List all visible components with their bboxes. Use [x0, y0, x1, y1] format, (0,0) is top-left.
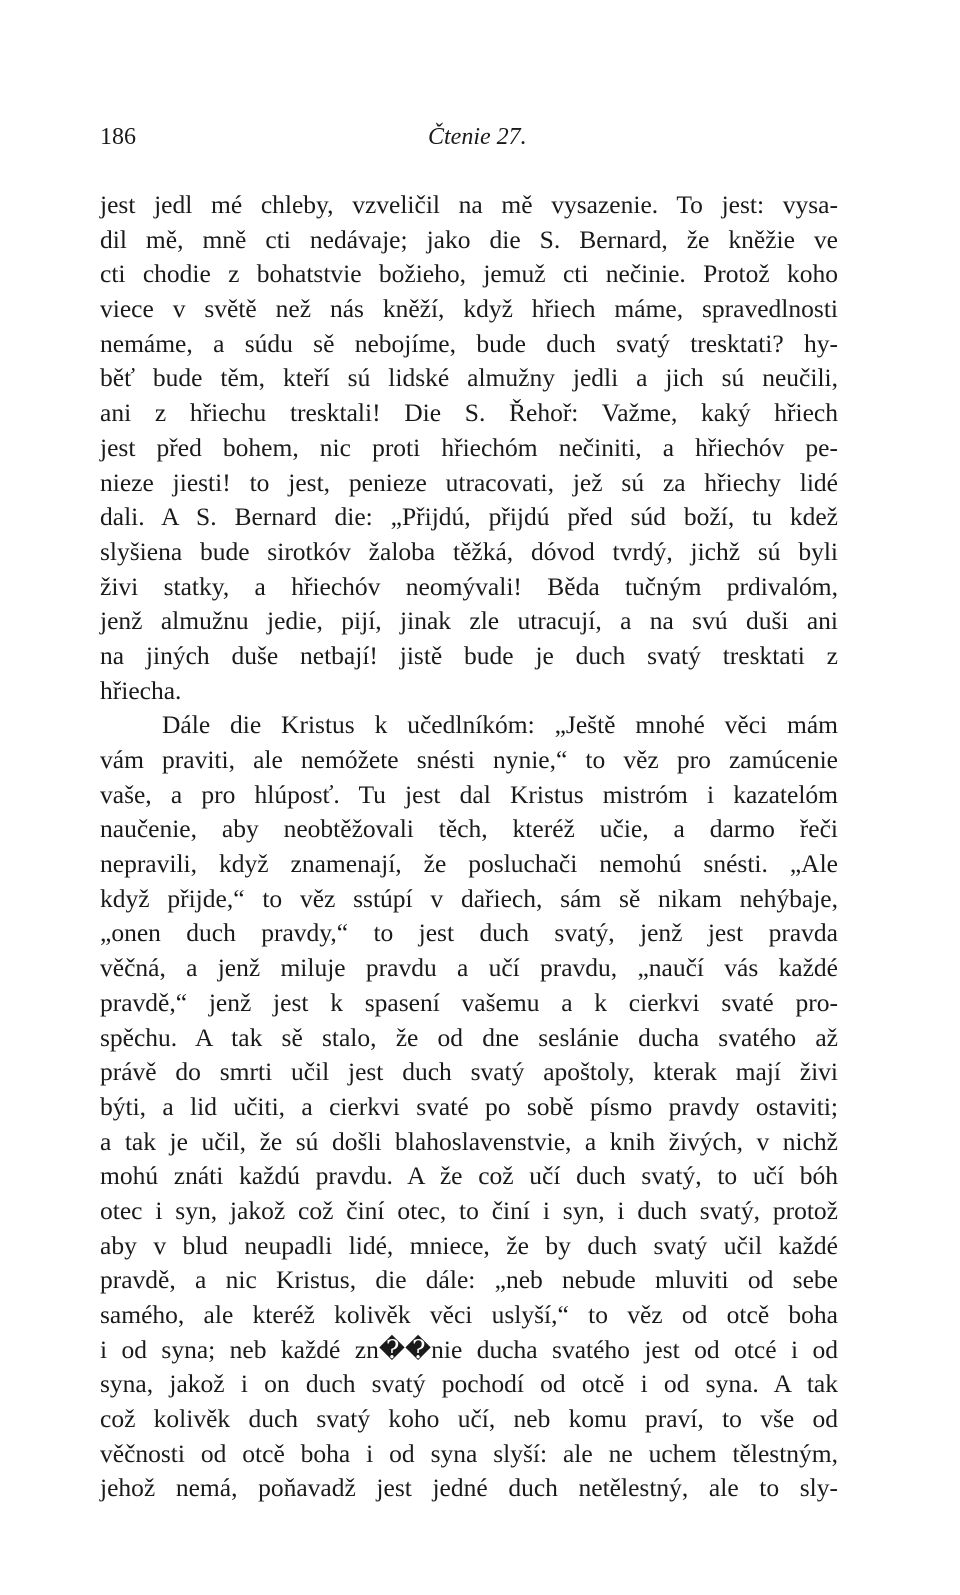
text-line: Dále die Kristus k učedlníkóm: „Ještě mnohé věci mám — [162, 710, 838, 740]
text-line: jest před bohem, nic proti hřiechóm nečiniti, a hřiechóv pe- — [100, 432, 838, 462]
text-line: právě do smrti učil jest duch svatý apoštoly, kterak mají živi — [100, 1057, 838, 1087]
text-line: dali. A S. Bernard die: „Přijdú, přijdú před súd boží, tu kdež — [100, 502, 838, 532]
running-head — [100, 124, 838, 158]
text-line: jest jedl mé chleby, vzveličil na mě vysazenie. To jest: vysa- — [100, 190, 838, 219]
text-line: vám praviti, ale nemóžete snésti nynie,“ to věz pro zamúcenie — [100, 745, 838, 774]
text-line: pravdě,“ jenž jest k spasení vašemu a k cierkvi svaté pro- — [100, 987, 838, 1017]
text-line: když přijde,“ to věz sstúpí v dařiech, sám sě nikam nehýbaje, — [100, 883, 838, 913]
text-line: aby v blud neupadli lidé, mniece, že by duch svatý učil každé — [100, 1230, 838, 1260]
text-line: a tak je učil, že sú došli blahoslavenstvie, a knih živých, v nichž — [100, 1126, 838, 1156]
text-line: býti, a lid učiti, a cierkvi svaté po sobě písmo pravdy ostaviti; — [100, 1091, 838, 1121]
text-line: věčnosti od otcě boha i od syna slyší: ale ne uchem tělestným, — [100, 1438, 838, 1468]
chapter-title: Čtenie 27. — [428, 124, 527, 150]
text-line: jehož nemá, poňavadž jest jedné duch netělestný, ale to sly- — [100, 1473, 838, 1503]
text-line: samého, ale kteréž kolivěk věci uslyší,“ to věz od otcě boha — [100, 1300, 838, 1329]
text-line: otec i syn, jakož což činí otec, to činí i syn, i duch svatý, protož — [100, 1195, 838, 1225]
text-line: spěchu. A tak sě stalo, že od dne seslánie ducha svatého až — [100, 1022, 838, 1052]
text-line: hřiecha. — [100, 675, 182, 705]
text-line: věčná, a jenž miluje pravdu a učí pravdu, „naučí vás každé — [100, 953, 838, 983]
text-line: nieze jiesti! to jest, penieze utracovati, jež sú za hřiechy lidé — [100, 467, 838, 497]
text-line: naučenie, aby neobtěžovali těch, kteréž učie, a darmo řeči — [100, 814, 838, 844]
text-line: na jiných duše netbají! jistě bude je duch svatý tresktati z — [100, 640, 838, 670]
text-line: vaše, a pro hlúposť. Tu jest dal Kristus mistróm i kazatelóm — [100, 779, 838, 809]
page-number: 186 — [100, 124, 136, 150]
text-line: nemáme, a súdu sě nebojíme, bude duch svatý tresktati? hy- — [100, 328, 838, 358]
text-line: ani z hřiechu tresktali! Die S. Řehoř: Važme, kaký hřiech — [100, 398, 838, 428]
text-line: cti chodie z bohatstvie božieho, jemuž cti nečinie. Protož koho — [100, 259, 838, 289]
text-line: živi statky, a hřiechóv neomývali! Běda tučným prdivalóm, — [100, 571, 838, 601]
text-line: pravdě, a nic Kristus, die dále: „neb nebude mluviti od sebe — [100, 1265, 838, 1295]
text-line: běť bude těm, kteří sú lidské almužny jedli a jich sú neučili, — [100, 363, 838, 393]
text-line: „onen duch pravdy,“ to jest duch svatý, jenž jest pravda — [100, 918, 838, 948]
text-line: nepravili, když znamenají, že posluchači nemohú snésti. „Ale — [100, 849, 838, 879]
text-line: dil mě, mně cti nedávaje; jako die S. Bernard, že kněžie ve — [100, 224, 838, 254]
text-line: viece v světě než nás kněží, když hřiech máme, spravedlnosti — [100, 294, 838, 324]
text-line: což kolivěk duch svatý koho učí, neb komu praví, to vše od — [100, 1404, 838, 1434]
body-text — [100, 188, 838, 1506]
text-line: mohú znáti každú pravdu. A že což učí duch svatý, to učí bóh — [100, 1161, 838, 1191]
text-line: jenž almužnu jedie, pijí, jinak zle utracují, a na svú duši ani — [100, 606, 838, 636]
text-line: i od syna; neb každé zn��nie ducha svatého jest od otcé i od — [100, 1334, 838, 1364]
text-line: slyšiena bude sirotkóv žaloba těžká, dóvod tvrdý, jichž sú byli — [100, 536, 838, 566]
text-line: syna, jakož i on duch svatý pochodí od otcě i od syna. A tak — [100, 1369, 838, 1399]
